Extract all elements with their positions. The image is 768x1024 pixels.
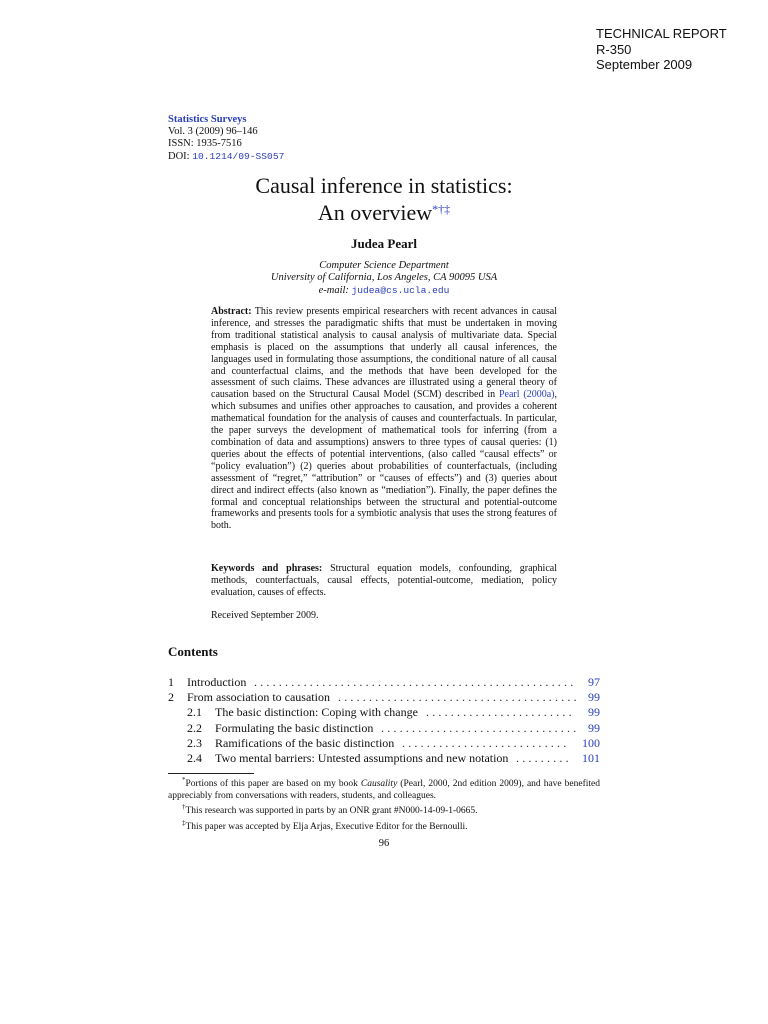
toc-leader-dots: .......................................	[338, 690, 580, 705]
toc-page-link[interactable]: 100	[582, 735, 600, 750]
toc-entry[interactable]	[168, 705, 600, 720]
doi-link[interactable]: 10.1214/09-SS057	[192, 150, 285, 162]
abstract-text-part-1: This review presents empirical researchers with recent advances in causal inference, and stresses the paradigmatic shifts that must be undertaken in moving from traditional statistical analysis to causal analysis of multivariate data. Special emphasis is placed on the assumptions that underly all causal inferences, the languages used in formulating those assumptions, the conditional nature of all causal and counterfactual claims, and the methods that have been developed for the assessment of such claims. These advances are illustrated using a general theory of causation based on the Structural Causal Model (SCM) described in	[211, 306, 557, 401]
toc-entry-number: 2.1	[187, 705, 202, 720]
footnote-3-mark: ‡	[182, 818, 186, 827]
paper-title-line-2	[168, 199, 600, 226]
journal-issn: ISSN: 1935-7516	[168, 138, 242, 150]
footnote-3	[168, 818, 600, 834]
journal-info	[168, 114, 284, 163]
footnote-1-mark: *	[182, 776, 186, 784]
author-affiliation	[168, 260, 600, 297]
keywords	[211, 563, 557, 599]
report-number: R-350	[596, 41, 632, 57]
footnote-1-book: Causality	[360, 779, 398, 790]
toc-page-link[interactable]: 97	[588, 675, 600, 689]
paper-title-subtitle: An overview	[317, 200, 433, 225]
toc-entry-title[interactable]: Introduction	[187, 675, 247, 689]
toc-entry-title[interactable]: From association to causation	[187, 690, 330, 705]
toc-entry[interactable]	[168, 690, 600, 705]
toc-entry[interactable]	[168, 721, 600, 736]
footnote-1-text-a: Portions of this paper are based on my book	[185, 779, 361, 790]
footnote-rule	[168, 773, 254, 774]
toc-entry-number: 2.2	[187, 720, 202, 735]
toc-page-link[interactable]: 99	[588, 690, 600, 705]
toc-entry-title[interactable]: Formulating the basic distinction	[215, 720, 374, 735]
toc-page-link[interactable]: 101	[582, 750, 600, 765]
footnote-1-text-b: (Pearl, 2000, 2nd edition 2009), and have benefited appreciably from conversations with readers, students, and colleagues.	[168, 779, 600, 801]
abstract	[211, 306, 557, 532]
abstract-text-part-2: , which subsumes and unifies other approaches to causation, and provides a coherent mathematical foundation for the analysis of causes and counterfactuals. In particular, the paper surveys the development of mathematical tools for inferring (from a combination of data and assumptions) answers to three types of causal queries: (1) queries about the effects of potential interventions, (also called “causal effects” or “policy evaluation”) (2) queries about probabilities of counterfactuals, (including assessment of “regret,” “attribution” or “causes of effects”) and (3) queries about direct and indirect effects (also known as “mediation”). Finally, the paper defines the formal and conceptual relationships between the structural and potential-outcome frameworks and presents tools for a symbiotic analysis that uses the strong features of both.	[211, 389, 557, 532]
toc-entry-number: 2	[168, 690, 174, 705]
toc-entry-title[interactable]: The basic distinction: Coping with change	[215, 705, 418, 720]
paper-title-line-1: Causal inference in statistics:	[255, 173, 513, 198]
toc-leader-dots: ................................	[381, 720, 580, 735]
toc-entry[interactable]	[168, 675, 600, 690]
footnote-1	[168, 775, 600, 802]
toc-leader-dots: ........................	[426, 705, 575, 720]
toc-entry-title[interactable]: Two mental barriers: Untested assumptions and new notation	[215, 750, 509, 765]
author-email-line	[168, 285, 600, 297]
abstract-label: Abstract:	[211, 306, 252, 317]
title-footnote-marks[interactable]: *†‡	[432, 202, 451, 216]
footnotes	[168, 775, 600, 833]
toc-leader-dots: ....................................................	[254, 675, 577, 689]
table-of-contents	[168, 675, 600, 766]
doi-label: DOI:	[168, 150, 193, 162]
received-date: Received September 2009.	[211, 610, 319, 621]
keywords-label: Keywords and phrases:	[211, 563, 323, 574]
author-university: University of California, Los Angeles, CA 90095 USA	[270, 272, 498, 284]
toc-entry[interactable]	[168, 736, 600, 751]
toc-leader-dots: .........	[516, 750, 572, 765]
keywords-text: Structural equation models, confounding, graphical methods, counterfactuals, causal effects, potential-outcome, mediation, policy evaluation, causes of effects.	[211, 563, 557, 598]
email-label: e-mail:	[318, 284, 352, 296]
footnote-3-text: This paper was accepted by Elja Arjas, Executive Editor for the Bernoulli.	[185, 821, 468, 832]
toc-entry-number: 1	[168, 675, 174, 689]
footnote-2-mark: †	[182, 802, 186, 811]
toc-entry-title[interactable]: Ramifications of the basic distinction	[215, 735, 395, 750]
toc-page-link[interactable]: 99	[588, 705, 600, 720]
journal-doi	[168, 151, 284, 163]
footnote-2-text: This research was supported in parts by an ONR grant #N000-14-09-1-0665.	[185, 806, 478, 817]
technical-report-header	[596, 26, 727, 73]
journal-name-link[interactable]: Statistics Surveys	[168, 114, 247, 125]
toc-entry-number: 2.4	[187, 750, 202, 765]
pearl-2000a-citation-link[interactable]: Pearl (2000a)	[498, 389, 555, 401]
email-link[interactable]: judea@cs.ucla.edu	[351, 284, 450, 296]
author-name: Judea Pearl	[350, 236, 418, 251]
journal-volume: Vol. 3 (2009) 96–146	[168, 126, 258, 138]
toc-entry[interactable]	[168, 751, 600, 766]
author-department: Computer Science Department	[319, 260, 449, 271]
toc-leader-dots: ...........................	[402, 735, 570, 750]
contents-heading: Contents	[168, 644, 218, 659]
toc-entry-number: 2.3	[187, 735, 202, 750]
toc-page-link[interactable]: 99	[588, 720, 600, 735]
page-number: 96	[378, 838, 390, 849]
footnote-2	[168, 802, 600, 818]
report-type: TECHNICAL REPORT	[596, 26, 727, 41]
report-date: September 2009	[596, 57, 693, 72]
